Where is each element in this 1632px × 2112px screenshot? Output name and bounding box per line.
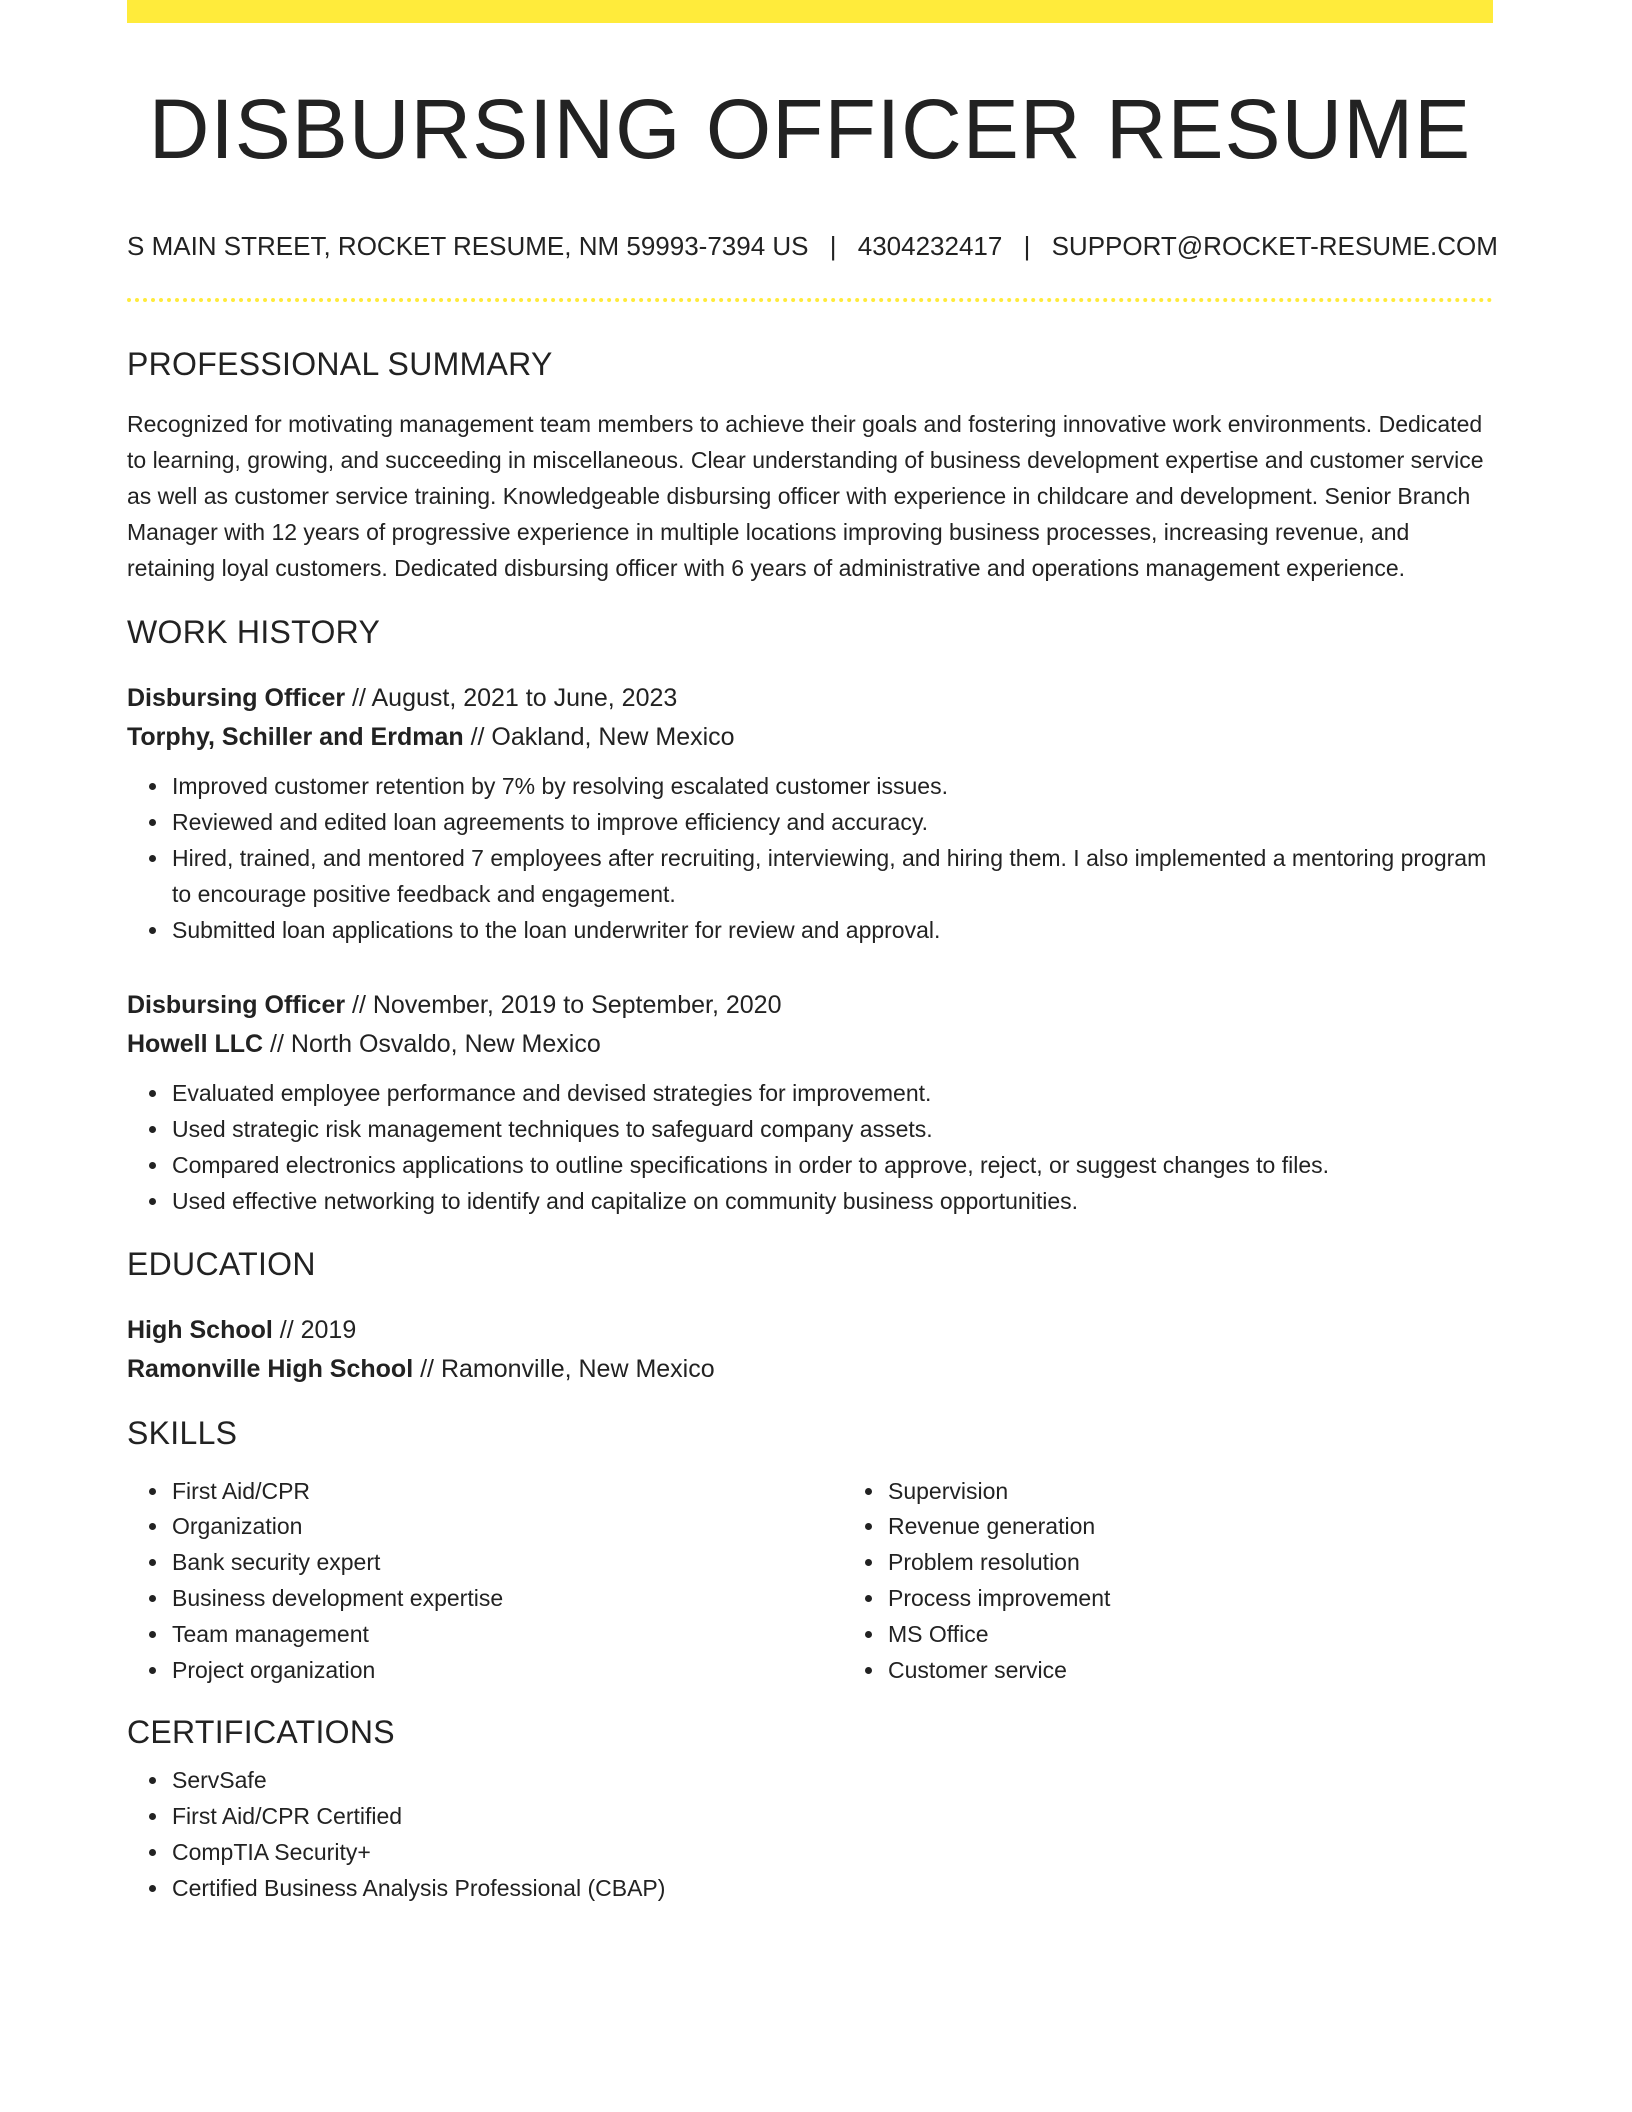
job-dates: // August, 2021 to June, 2023 (345, 684, 678, 713)
job-title: Disbursing Officer (127, 684, 346, 713)
work-history-heading: WORK HISTORY (127, 614, 381, 651)
list-item: • Evaluated employee performance and devised strategies for improvement. (170, 1076, 1493, 1112)
education-degree: High School (127, 1315, 273, 1344)
skill-item: • Process improvement (886, 1581, 1516, 1617)
list-item: • Used strategic risk management techniques to safeguard company assets. (170, 1112, 1493, 1148)
job-entry (127, 986, 1493, 1219)
skill-item: • First Aid/CPR (170, 1474, 800, 1510)
education-degree-line (127, 1311, 1493, 1350)
education-entry (127, 1311, 1493, 1389)
job-entry (127, 679, 1493, 948)
skill-item: • Bank security expert (170, 1545, 800, 1581)
skill-item: • Organization (170, 1509, 800, 1545)
contact-address: S MAIN STREET, ROCKET RESUME, NM 59993-7394 US (127, 231, 809, 262)
skill-item: • Revenue generation (886, 1509, 1516, 1545)
contact-separator: | (1023, 231, 1031, 262)
education-heading: EDUCATION (127, 1245, 316, 1282)
summary-heading: PROFESSIONAL SUMMARY (127, 346, 553, 383)
job-title-line (127, 679, 1493, 718)
contact-email: SUPPORT@ROCKET-RESUME.COM (1051, 231, 1498, 262)
skills-heading: SKILLS (127, 1414, 238, 1451)
skills-list-left (127, 1474, 800, 1689)
summary-text: Recognized for motivating management team members to achieve their goals and fostering innovative work environments. Dedicated to learning, growing, and succeeding in miscellaneous. Clear understanding of business development expertise and customer service as well as customer service training. Knowledgeable disbursing officer with experience in childcare and development. Senior Branch Manager with 12 years of progressive experience in multiple locations improving business processes, increasing revenue, and retaining loyal customers. Dedicated disbursing officer with 6 years of administrative and operations management experience. (127, 411, 1484, 581)
skills-list-right (843, 1474, 1516, 1689)
contact-line (127, 231, 1498, 262)
skill-item: • Business development expertise (170, 1581, 800, 1617)
list-item: • Reviewed and edited loan agreements to improve efficiency and accuracy. (170, 805, 1493, 841)
certification-item: • Certified Business Analysis Professional (CBAP) (170, 1871, 1493, 1907)
list-item: • Compared electronics applications to outline specifications in order to approve, reject, or suggest changes to files. (170, 1148, 1493, 1184)
education-location: // Ramonville, New Mexico (413, 1354, 715, 1383)
contact-phone: 4304232417 (857, 231, 1003, 262)
resume-title: DISBURSING OFFICER RESUME (148, 82, 1472, 176)
certification-item: • ServSafe (170, 1763, 1493, 1799)
resume-page (127, 0, 1498, 1907)
certification-item: • CompTIA Security+ (170, 1835, 1493, 1871)
skill-item: • Project organization (170, 1653, 800, 1689)
list-item: • Hired, trained, and mentored 7 employees after recruiting, interviewing, and hiring them. I also implemented a mentoring program to encourage positive feedback and engagement. (170, 841, 1493, 913)
skill-item: • Supervision (886, 1474, 1516, 1510)
job-bullets (127, 1076, 1493, 1219)
header-divider (127, 298, 1493, 302)
job-title: Disbursing Officer (127, 991, 346, 1020)
skills-grid (127, 1474, 1493, 1689)
job-title-line (127, 986, 1493, 1025)
job-bullets (127, 769, 1493, 948)
certifications-heading: CERTIFICATIONS (127, 1714, 395, 1751)
contact-separator: | (829, 231, 837, 262)
education-year: // 2019 (272, 1315, 357, 1344)
skill-item: • Problem resolution (886, 1545, 1516, 1581)
skill-item: • Customer service (886, 1653, 1516, 1689)
list-item: • Submitted loan applications to the loan underwriter for review and approval. (170, 913, 1493, 949)
job-company-line (127, 718, 1493, 757)
skill-item: • MS Office (886, 1617, 1516, 1653)
certification-item: • First Aid/CPR Certified (170, 1799, 1493, 1835)
job-location: // North Osvaldo, New Mexico (263, 1030, 601, 1059)
certifications-list (127, 1763, 1493, 1906)
skill-item: • Team management (170, 1617, 800, 1653)
top-accent-bar (127, 0, 1493, 23)
job-location: // Oakland, New Mexico (463, 723, 735, 752)
job-dates: // November, 2019 to September, 2020 (345, 991, 782, 1020)
education-school: Ramonville High School (127, 1354, 414, 1383)
list-item: • Improved customer retention by 7% by resolving escalated customer issues. (170, 769, 1493, 805)
list-item: • Used effective networking to identify and capitalize on community business opportunities. (170, 1184, 1493, 1220)
job-company: Howell LLC (127, 1030, 264, 1059)
education-school-line (127, 1350, 1493, 1389)
job-company: Torphy, Schiller and Erdman (127, 723, 464, 752)
job-company-line (127, 1025, 1493, 1064)
